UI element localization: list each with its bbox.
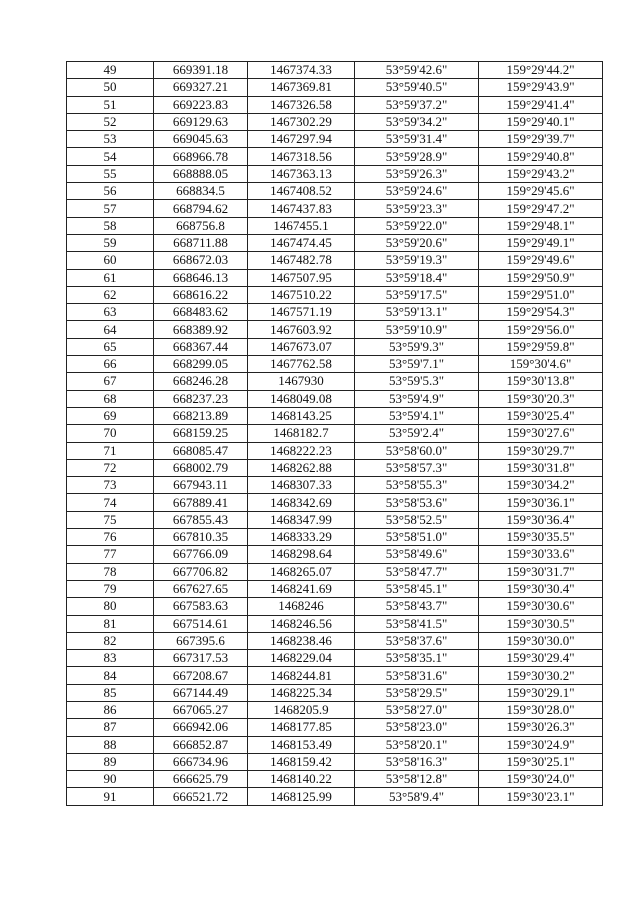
point-number-cell: 74 bbox=[67, 494, 154, 511]
point-number-cell: 78 bbox=[67, 563, 154, 580]
latitude-cell: 53°58'47.7" bbox=[355, 563, 479, 580]
longitude-cell: 159°29'56.0" bbox=[479, 321, 603, 338]
point-number-cell: 55 bbox=[67, 165, 154, 182]
table-row bbox=[67, 62, 603, 79]
point-number-cell: 57 bbox=[67, 200, 154, 217]
x-coordinate-cell: 669223.83 bbox=[154, 96, 248, 113]
x-coordinate-cell: 668085.47 bbox=[154, 442, 248, 459]
latitude-cell: 53°59'10.9" bbox=[355, 321, 479, 338]
table-row bbox=[67, 546, 603, 563]
y-coordinate-cell: 1467437.83 bbox=[248, 200, 355, 217]
latitude-cell: 53°59'18.4" bbox=[355, 269, 479, 286]
point-number-cell: 80 bbox=[67, 598, 154, 615]
x-coordinate-cell: 666734.96 bbox=[154, 753, 248, 770]
point-number-cell: 59 bbox=[67, 234, 154, 251]
latitude-cell: 53°59'17.5" bbox=[355, 286, 479, 303]
y-coordinate-cell: 1467363.13 bbox=[248, 165, 355, 182]
point-number-cell: 51 bbox=[67, 96, 154, 113]
longitude-cell: 159°29'49.1" bbox=[479, 234, 603, 251]
point-number-cell: 76 bbox=[67, 529, 154, 546]
longitude-cell: 159°29'40.1" bbox=[479, 113, 603, 130]
point-number-cell: 67 bbox=[67, 373, 154, 390]
latitude-cell: 53°59'13.1" bbox=[355, 304, 479, 321]
x-coordinate-cell: 667583.63 bbox=[154, 598, 248, 615]
table-row bbox=[67, 217, 603, 234]
longitude-cell: 159°30'31.7" bbox=[479, 563, 603, 580]
point-number-cell: 54 bbox=[67, 148, 154, 165]
longitude-cell: 159°29'50.9" bbox=[479, 269, 603, 286]
table-row bbox=[67, 667, 603, 684]
longitude-cell: 159°30'4.6" bbox=[479, 356, 603, 373]
table-row bbox=[67, 494, 603, 511]
longitude-cell: 159°30'33.6" bbox=[479, 546, 603, 563]
coordinates-table-body bbox=[67, 62, 603, 806]
longitude-cell: 159°30'26.3" bbox=[479, 719, 603, 736]
y-coordinate-cell: 1467603.92 bbox=[248, 321, 355, 338]
table-row bbox=[67, 165, 603, 182]
y-coordinate-cell: 1468246.56 bbox=[248, 615, 355, 632]
table-row bbox=[67, 407, 603, 424]
longitude-cell: 159°30'30.5" bbox=[479, 615, 603, 632]
latitude-cell: 53°59'5.3" bbox=[355, 373, 479, 390]
y-coordinate-cell: 1467455.1 bbox=[248, 217, 355, 234]
x-coordinate-cell: 669327.21 bbox=[154, 79, 248, 96]
x-coordinate-cell: 668483.62 bbox=[154, 304, 248, 321]
longitude-cell: 159°30'13.8" bbox=[479, 373, 603, 390]
longitude-cell: 159°29'39.7" bbox=[479, 131, 603, 148]
point-number-cell: 90 bbox=[67, 771, 154, 788]
point-number-cell: 70 bbox=[67, 425, 154, 442]
latitude-cell: 53°58'35.1" bbox=[355, 650, 479, 667]
table-row bbox=[67, 390, 603, 407]
y-coordinate-cell: 1468140.22 bbox=[248, 771, 355, 788]
table-row bbox=[67, 788, 603, 805]
latitude-cell: 53°58'49.6" bbox=[355, 546, 479, 563]
longitude-cell: 159°30'29.1" bbox=[479, 684, 603, 701]
x-coordinate-cell: 669391.18 bbox=[154, 62, 248, 79]
table-row bbox=[67, 615, 603, 632]
y-coordinate-cell: 1467302.29 bbox=[248, 113, 355, 130]
x-coordinate-cell: 668213.89 bbox=[154, 407, 248, 424]
latitude-cell: 53°59'9.3" bbox=[355, 338, 479, 355]
longitude-cell: 159°29'59.8" bbox=[479, 338, 603, 355]
latitude-cell: 53°59'4.1" bbox=[355, 407, 479, 424]
latitude-cell: 53°58'51.0" bbox=[355, 529, 479, 546]
x-coordinate-cell: 666852.87 bbox=[154, 736, 248, 753]
longitude-cell: 159°29'40.8" bbox=[479, 148, 603, 165]
table-row bbox=[67, 736, 603, 753]
longitude-cell: 159°30'35.5" bbox=[479, 529, 603, 546]
x-coordinate-cell: 668834.5 bbox=[154, 183, 248, 200]
latitude-cell: 53°58'37.6" bbox=[355, 632, 479, 649]
x-coordinate-cell: 667855.43 bbox=[154, 511, 248, 528]
x-coordinate-cell: 668159.25 bbox=[154, 425, 248, 442]
table-row bbox=[67, 477, 603, 494]
table-row bbox=[67, 304, 603, 321]
longitude-cell: 159°29'41.4" bbox=[479, 96, 603, 113]
y-coordinate-cell: 1468177.85 bbox=[248, 719, 355, 736]
table-row bbox=[67, 183, 603, 200]
x-coordinate-cell: 668616.22 bbox=[154, 286, 248, 303]
x-coordinate-cell: 668888.05 bbox=[154, 165, 248, 182]
latitude-cell: 53°58'23.0" bbox=[355, 719, 479, 736]
coordinates-table bbox=[66, 61, 603, 806]
y-coordinate-cell: 1468049.08 bbox=[248, 390, 355, 407]
x-coordinate-cell: 667065.27 bbox=[154, 701, 248, 718]
latitude-cell: 53°58'9.4" bbox=[355, 788, 479, 805]
y-coordinate-cell: 1467369.81 bbox=[248, 79, 355, 96]
x-coordinate-cell: 668367.44 bbox=[154, 338, 248, 355]
longitude-cell: 159°30'31.8" bbox=[479, 459, 603, 476]
y-coordinate-cell: 1468205.9 bbox=[248, 701, 355, 718]
x-coordinate-cell: 667395.6 bbox=[154, 632, 248, 649]
x-coordinate-cell: 667144.49 bbox=[154, 684, 248, 701]
table-row bbox=[67, 148, 603, 165]
x-coordinate-cell: 668237.23 bbox=[154, 390, 248, 407]
point-number-cell: 89 bbox=[67, 753, 154, 770]
x-coordinate-cell: 668002.79 bbox=[154, 459, 248, 476]
x-coordinate-cell: 667810.35 bbox=[154, 529, 248, 546]
table-row bbox=[67, 580, 603, 597]
y-coordinate-cell: 1468307.33 bbox=[248, 477, 355, 494]
table-row bbox=[67, 753, 603, 770]
table-row bbox=[67, 684, 603, 701]
y-coordinate-cell: 1468265.07 bbox=[248, 563, 355, 580]
point-number-cell: 72 bbox=[67, 459, 154, 476]
longitude-cell: 159°30'34.2" bbox=[479, 477, 603, 494]
table-row bbox=[67, 234, 603, 251]
x-coordinate-cell: 667706.82 bbox=[154, 563, 248, 580]
point-number-cell: 85 bbox=[67, 684, 154, 701]
table-row bbox=[67, 632, 603, 649]
longitude-cell: 159°30'30.4" bbox=[479, 580, 603, 597]
point-number-cell: 50 bbox=[67, 79, 154, 96]
point-number-cell: 64 bbox=[67, 321, 154, 338]
longitude-cell: 159°30'36.1" bbox=[479, 494, 603, 511]
x-coordinate-cell: 668389.92 bbox=[154, 321, 248, 338]
point-number-cell: 81 bbox=[67, 615, 154, 632]
longitude-cell: 159°29'44.2" bbox=[479, 62, 603, 79]
point-number-cell: 88 bbox=[67, 736, 154, 753]
point-number-cell: 49 bbox=[67, 62, 154, 79]
table-row bbox=[67, 650, 603, 667]
y-coordinate-cell: 1468159.42 bbox=[248, 753, 355, 770]
table-row bbox=[67, 771, 603, 788]
y-coordinate-cell: 1468222.23 bbox=[248, 442, 355, 459]
point-number-cell: 91 bbox=[67, 788, 154, 805]
table-row bbox=[67, 701, 603, 718]
latitude-cell: 53°59'26.3" bbox=[355, 165, 479, 182]
longitude-cell: 159°29'54.3" bbox=[479, 304, 603, 321]
y-coordinate-cell: 1468241.69 bbox=[248, 580, 355, 597]
y-coordinate-cell: 1468333.29 bbox=[248, 529, 355, 546]
latitude-cell: 53°58'55.3" bbox=[355, 477, 479, 494]
point-number-cell: 66 bbox=[67, 356, 154, 373]
table-row bbox=[67, 442, 603, 459]
y-coordinate-cell: 1468238.46 bbox=[248, 632, 355, 649]
longitude-cell: 159°30'20.3" bbox=[479, 390, 603, 407]
longitude-cell: 159°30'23.1" bbox=[479, 788, 603, 805]
x-coordinate-cell: 669129.63 bbox=[154, 113, 248, 130]
x-coordinate-cell: 667766.09 bbox=[154, 546, 248, 563]
latitude-cell: 53°58'29.5" bbox=[355, 684, 479, 701]
table-row bbox=[67, 252, 603, 269]
table-row bbox=[67, 321, 603, 338]
latitude-cell: 53°58'20.1" bbox=[355, 736, 479, 753]
table-row bbox=[67, 338, 603, 355]
table-row bbox=[67, 563, 603, 580]
table-row bbox=[67, 719, 603, 736]
latitude-cell: 53°58'60.0" bbox=[355, 442, 479, 459]
table-row bbox=[67, 79, 603, 96]
latitude-cell: 53°58'45.1" bbox=[355, 580, 479, 597]
y-coordinate-cell: 1468182.7 bbox=[248, 425, 355, 442]
longitude-cell: 159°30'24.0" bbox=[479, 771, 603, 788]
x-coordinate-cell: 667514.61 bbox=[154, 615, 248, 632]
longitude-cell: 159°30'24.9" bbox=[479, 736, 603, 753]
latitude-cell: 53°58'52.5" bbox=[355, 511, 479, 528]
table-row bbox=[67, 113, 603, 130]
point-number-cell: 62 bbox=[67, 286, 154, 303]
latitude-cell: 53°59'22.0" bbox=[355, 217, 479, 234]
x-coordinate-cell: 667943.11 bbox=[154, 477, 248, 494]
longitude-cell: 159°30'30.2" bbox=[479, 667, 603, 684]
x-coordinate-cell: 668672.03 bbox=[154, 252, 248, 269]
y-coordinate-cell: 1468298.64 bbox=[248, 546, 355, 563]
y-coordinate-cell: 1468153.49 bbox=[248, 736, 355, 753]
x-coordinate-cell: 668646.13 bbox=[154, 269, 248, 286]
latitude-cell: 53°59'23.3" bbox=[355, 200, 479, 217]
point-number-cell: 77 bbox=[67, 546, 154, 563]
longitude-cell: 159°29'51.0" bbox=[479, 286, 603, 303]
x-coordinate-cell: 668794.62 bbox=[154, 200, 248, 217]
x-coordinate-cell: 667889.41 bbox=[154, 494, 248, 511]
y-coordinate-cell: 1467510.22 bbox=[248, 286, 355, 303]
latitude-cell: 53°59'7.1" bbox=[355, 356, 479, 373]
longitude-cell: 159°29'49.6" bbox=[479, 252, 603, 269]
latitude-cell: 53°59'31.4" bbox=[355, 131, 479, 148]
latitude-cell: 53°59'40.5" bbox=[355, 79, 479, 96]
x-coordinate-cell: 667208.67 bbox=[154, 667, 248, 684]
latitude-cell: 53°59'20.6" bbox=[355, 234, 479, 251]
point-number-cell: 79 bbox=[67, 580, 154, 597]
latitude-cell: 53°58'16.3" bbox=[355, 753, 479, 770]
y-coordinate-cell: 1468125.99 bbox=[248, 788, 355, 805]
y-coordinate-cell: 1468244.81 bbox=[248, 667, 355, 684]
x-coordinate-cell: 668711.88 bbox=[154, 234, 248, 251]
y-coordinate-cell: 1467673.07 bbox=[248, 338, 355, 355]
y-coordinate-cell: 1467474.45 bbox=[248, 234, 355, 251]
point-number-cell: 60 bbox=[67, 252, 154, 269]
point-number-cell: 82 bbox=[67, 632, 154, 649]
x-coordinate-cell: 666521.72 bbox=[154, 788, 248, 805]
latitude-cell: 53°58'53.6" bbox=[355, 494, 479, 511]
longitude-cell: 159°30'29.7" bbox=[479, 442, 603, 459]
latitude-cell: 53°58'12.8" bbox=[355, 771, 479, 788]
x-coordinate-cell: 667317.53 bbox=[154, 650, 248, 667]
y-coordinate-cell: 1468229.04 bbox=[248, 650, 355, 667]
latitude-cell: 53°59'42.6" bbox=[355, 62, 479, 79]
point-number-cell: 83 bbox=[67, 650, 154, 667]
x-coordinate-cell: 668299.05 bbox=[154, 356, 248, 373]
longitude-cell: 159°29'48.1" bbox=[479, 217, 603, 234]
table-row bbox=[67, 425, 603, 442]
x-coordinate-cell: 667627.65 bbox=[154, 580, 248, 597]
latitude-cell: 53°58'57.3" bbox=[355, 459, 479, 476]
point-number-cell: 63 bbox=[67, 304, 154, 321]
x-coordinate-cell: 666625.79 bbox=[154, 771, 248, 788]
table-row bbox=[67, 373, 603, 390]
x-coordinate-cell: 668756.8 bbox=[154, 217, 248, 234]
longitude-cell: 159°30'25.1" bbox=[479, 753, 603, 770]
longitude-cell: 159°30'28.0" bbox=[479, 701, 603, 718]
latitude-cell: 53°58'31.6" bbox=[355, 667, 479, 684]
longitude-cell: 159°29'47.2" bbox=[479, 200, 603, 217]
y-coordinate-cell: 1468143.25 bbox=[248, 407, 355, 424]
point-number-cell: 61 bbox=[67, 269, 154, 286]
point-number-cell: 58 bbox=[67, 217, 154, 234]
latitude-cell: 53°59'34.2" bbox=[355, 113, 479, 130]
y-coordinate-cell: 1467318.56 bbox=[248, 148, 355, 165]
y-coordinate-cell: 1467374.33 bbox=[248, 62, 355, 79]
point-number-cell: 53 bbox=[67, 131, 154, 148]
table-row bbox=[67, 200, 603, 217]
x-coordinate-cell: 668966.78 bbox=[154, 148, 248, 165]
table-row bbox=[67, 96, 603, 113]
latitude-cell: 53°59'2.4" bbox=[355, 425, 479, 442]
latitude-cell: 53°58'27.0" bbox=[355, 701, 479, 718]
point-number-cell: 65 bbox=[67, 338, 154, 355]
point-number-cell: 68 bbox=[67, 390, 154, 407]
longitude-cell: 159°30'36.4" bbox=[479, 511, 603, 528]
point-number-cell: 71 bbox=[67, 442, 154, 459]
longitude-cell: 159°30'30.6" bbox=[479, 598, 603, 615]
latitude-cell: 53°59'4.9" bbox=[355, 390, 479, 407]
point-number-cell: 86 bbox=[67, 701, 154, 718]
latitude-cell: 53°58'41.5" bbox=[355, 615, 479, 632]
table-row bbox=[67, 269, 603, 286]
y-coordinate-cell: 1468342.69 bbox=[248, 494, 355, 511]
y-coordinate-cell: 1467482.78 bbox=[248, 252, 355, 269]
longitude-cell: 159°30'30.0" bbox=[479, 632, 603, 649]
longitude-cell: 159°30'27.6" bbox=[479, 425, 603, 442]
latitude-cell: 53°59'24.6" bbox=[355, 183, 479, 200]
latitude-cell: 53°59'37.2" bbox=[355, 96, 479, 113]
x-coordinate-cell: 666942.06 bbox=[154, 719, 248, 736]
y-coordinate-cell: 1467571.19 bbox=[248, 304, 355, 321]
y-coordinate-cell: 1468347.99 bbox=[248, 511, 355, 528]
x-coordinate-cell: 668246.28 bbox=[154, 373, 248, 390]
table-row bbox=[67, 459, 603, 476]
longitude-cell: 159°30'29.4" bbox=[479, 650, 603, 667]
y-coordinate-cell: 1467762.58 bbox=[248, 356, 355, 373]
table-row bbox=[67, 286, 603, 303]
point-number-cell: 56 bbox=[67, 183, 154, 200]
table-row bbox=[67, 131, 603, 148]
y-coordinate-cell: 1468225.34 bbox=[248, 684, 355, 701]
point-number-cell: 75 bbox=[67, 511, 154, 528]
point-number-cell: 84 bbox=[67, 667, 154, 684]
latitude-cell: 53°58'43.7" bbox=[355, 598, 479, 615]
longitude-cell: 159°29'43.2" bbox=[479, 165, 603, 182]
y-coordinate-cell: 1468262.88 bbox=[248, 459, 355, 476]
table-row bbox=[67, 511, 603, 528]
y-coordinate-cell: 1467930 bbox=[248, 373, 355, 390]
y-coordinate-cell: 1467297.94 bbox=[248, 131, 355, 148]
point-number-cell: 87 bbox=[67, 719, 154, 736]
x-coordinate-cell: 669045.63 bbox=[154, 131, 248, 148]
table-row bbox=[67, 529, 603, 546]
point-number-cell: 73 bbox=[67, 477, 154, 494]
longitude-cell: 159°29'43.9" bbox=[479, 79, 603, 96]
table-row bbox=[67, 356, 603, 373]
y-coordinate-cell: 1468246 bbox=[248, 598, 355, 615]
longitude-cell: 159°30'25.4" bbox=[479, 407, 603, 424]
y-coordinate-cell: 1467326.58 bbox=[248, 96, 355, 113]
table-row bbox=[67, 598, 603, 615]
point-number-cell: 52 bbox=[67, 113, 154, 130]
y-coordinate-cell: 1467408.52 bbox=[248, 183, 355, 200]
point-number-cell: 69 bbox=[67, 407, 154, 424]
latitude-cell: 53°59'28.9" bbox=[355, 148, 479, 165]
longitude-cell: 159°29'45.6" bbox=[479, 183, 603, 200]
y-coordinate-cell: 1467507.95 bbox=[248, 269, 355, 286]
latitude-cell: 53°59'19.3" bbox=[355, 252, 479, 269]
